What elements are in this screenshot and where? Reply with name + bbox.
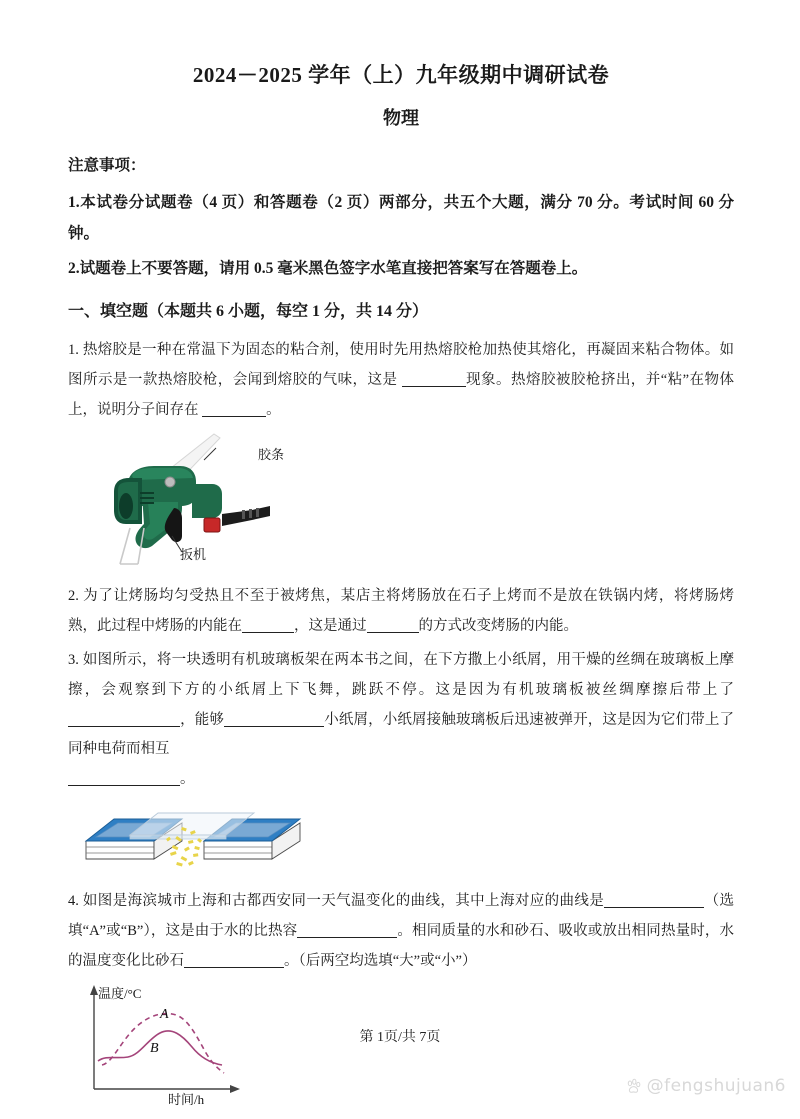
glue-gun-power-switch (204, 518, 220, 532)
question-3-number: 3. (68, 651, 79, 668)
section-title-fill-in-blank: 一、填空题（本题共 6 小题，每空 1 分，共 14 分） (68, 302, 429, 320)
question-4-text-part2: （选填“A”或“B”），这是由于水的比热容 (68, 893, 735, 939)
question-2-text-part3: 的方式改变烤肠的内能。 (418, 617, 578, 634)
notice-item-2: 2.试题卷上不要答题，请用 0.5 毫米黑色签字水笔直接把答案写在答题卷上。 (68, 259, 588, 277)
question-2-blank-1[interactable] (242, 632, 294, 633)
question-4 (68, 887, 734, 977)
question-4-text-part3: 。相同质量的水和砂石、吸收或放出相同热量时，水的温度变化比砂石 (68, 922, 735, 969)
books-glass-illustration (78, 801, 308, 873)
question-1-blank-1[interactable] (402, 386, 466, 387)
chart-x-axis-label: 时间/h (168, 1091, 205, 1107)
chart-curve-label-B: B (150, 1040, 159, 1056)
page-footer (0, 1026, 800, 1046)
question-1-text-part1: 热熔胶是一种在常温下为固态的粘合剂，使用时先用热熔胶枪加热使其熔化，再凝固来粘合物体。如图所示是一款热熔胶枪，会闻到熔胶的气味，这是 (68, 342, 735, 389)
paw-print-icon (624, 1077, 643, 1096)
question-3-blank-2[interactable] (224, 726, 324, 727)
nozzle-ridge-3 (256, 508, 259, 517)
trigger-label: 扳机 (180, 547, 207, 563)
question-2-text-part1: 为了让烤肠均匀受热且不至于被烤焦，某店主将烤肠放在石子上烤而不是放在铁锅内烤，将烤肠烤熟，此过程中烤肠的内能在 (68, 588, 735, 634)
question-2 (68, 582, 734, 642)
question-3-text-part4: 。 (180, 771, 195, 788)
glue-gun-nozzle (222, 506, 270, 526)
nozzle-ridge-2 (249, 509, 252, 518)
glue-gun-front-housing (192, 484, 222, 518)
figure-temperature-chart (72, 981, 292, 1113)
question-4-text-part1: 如图是海滨城市上海和古都西安同一天气温变化的曲线，其中上海对应的曲线是 (82, 893, 605, 910)
page-number-label: 第 1页/共 7页 (359, 1030, 441, 1045)
question-2-text-part2: ，这是通过 (294, 617, 367, 634)
left-book-pages-front (86, 841, 154, 859)
question-3-blank-3[interactable] (68, 785, 180, 786)
page-title: 2024－2025 学年（上）九年级期中调研试卷 (192, 63, 610, 87)
question-4-blank-2[interactable] (297, 937, 397, 938)
question-3-text-part3: 小纸屑，小纸屑接触玻璃板后迅速被弹开，这是因为它们带上了同种电荷而相互 (68, 711, 734, 758)
question-3-text-part2: ，能够 (180, 711, 225, 728)
question-1-text-part2: 现象。热熔胶被胶枪挤出，并“粘”在物体上，说明分子间存在 (68, 372, 735, 419)
question-2-blank-2[interactable] (367, 632, 419, 633)
glue-stick-label: 胶条 (258, 447, 285, 463)
question-1-blank-2[interactable] (202, 416, 266, 417)
page-content (68, 62, 734, 1119)
vent-slot-2 (140, 497, 154, 499)
glue-gun-illustration (108, 432, 358, 572)
vent-slot-1 (140, 492, 154, 494)
nozzle-ridge-1 (242, 510, 245, 519)
feed-collar (165, 477, 175, 487)
notice-item-1: 1.本试卷分试题卷（4 页）和答题卷（2 页）两部分，共五个大题，满分 70 分。考试时间 60 分钟。 (68, 193, 734, 242)
question-4-blank-3[interactable] (184, 967, 284, 968)
chart-curve-label-A: A (160, 1006, 169, 1022)
question-3-blank-1[interactable] (68, 726, 180, 727)
chart-x-axis-arrow (230, 1085, 240, 1093)
rear-inset (119, 493, 133, 519)
chart-y-axis-arrow (90, 985, 98, 995)
question-1 (68, 336, 734, 426)
question-4-text-part4: 。（后两空均选填“大”或“小”） (284, 952, 477, 969)
subject-title: 物理 (383, 108, 419, 129)
question-4-number: 4. (68, 893, 79, 910)
question-3-text-part1: 如图所示，将一块透明有机玻璃板架在两本书之间，在下方撒上小纸屑，用干燥的丝绸在玻璃板上摩擦，会观察到下方的小纸屑上下飞舞，跳跃不停。这是因为有机玻璃板被丝绸摩擦后带上了 (68, 651, 735, 698)
notice-heading: 注意事项： (68, 156, 146, 174)
watermark (624, 1076, 786, 1096)
question-1-text-part3: 。 (266, 402, 281, 419)
chart-y-axis-label: 温度/°C (98, 985, 142, 1001)
question-1-number: 1. (68, 342, 79, 359)
question-2-number: 2. (68, 588, 79, 605)
figure-books-glass-plate (78, 801, 308, 873)
vent-slot-3 (140, 502, 154, 504)
question-3 (68, 646, 734, 795)
question-4-blank-1[interactable] (604, 907, 704, 908)
watermark-text: @fengshujuan6 (646, 1076, 786, 1096)
figure-glue-gun (108, 432, 358, 572)
right-book-pages-front (204, 841, 272, 859)
